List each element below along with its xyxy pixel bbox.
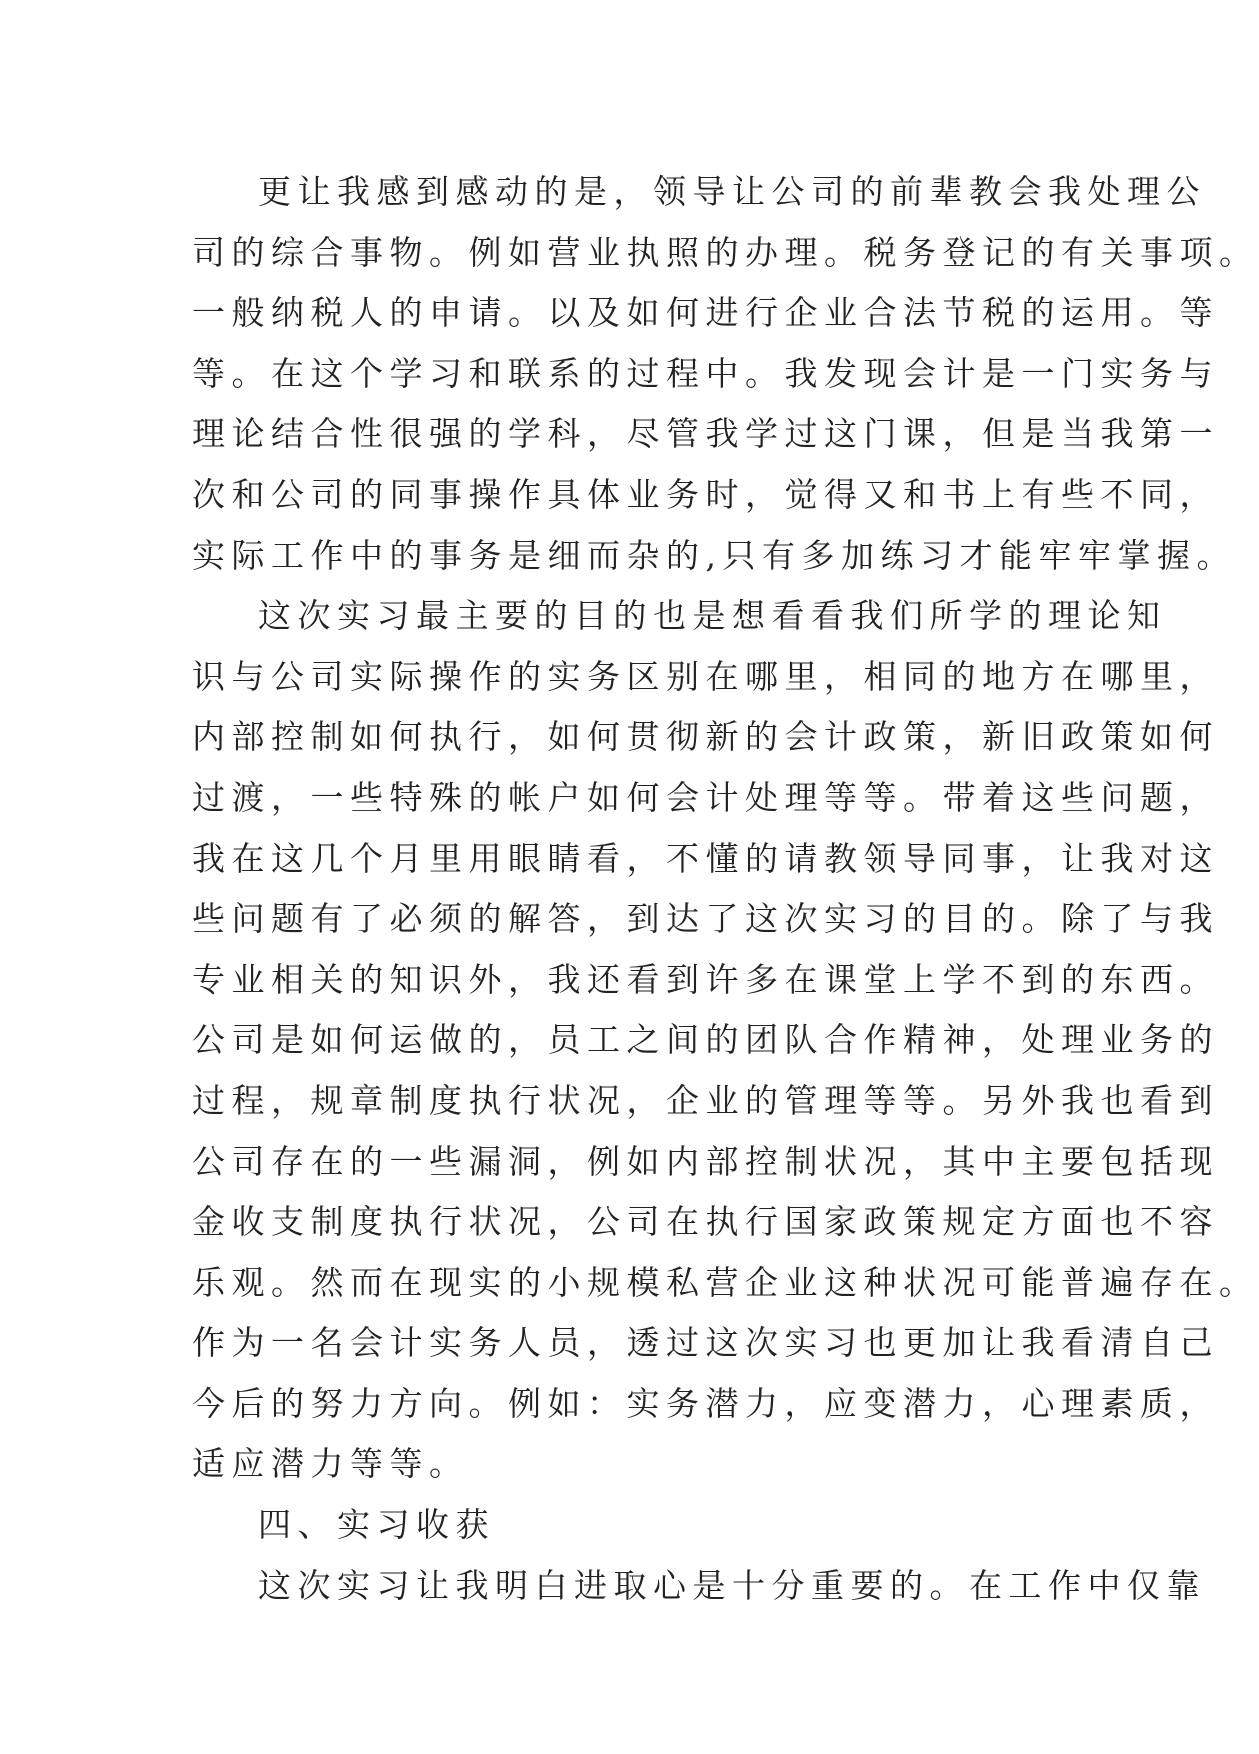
text-line: 内部控制如何执行，如何贯彻新的会计政策，新旧政策如何: [192, 717, 1219, 757]
section-heading: 四、实习收获: [258, 1505, 495, 1545]
text-line: 今后的努力方向。例如：实务潜力，应变潜力，心理素质，: [192, 1383, 1219, 1423]
text-line: 一般纳税人的申请。以及如何进行企业合法节税的运用。等: [192, 293, 1219, 333]
text-line: 更让我感到感动的是，领导让公司的前辈教会我处理公: [258, 172, 1206, 211]
text-line: 过程，规章制度执行状况，企业的管理等等。另外我也看到: [192, 1080, 1219, 1120]
text-line: 这次实习最主要的目的也是想看看我们所学的理论知: [258, 596, 1167, 636]
text-line: 次和公司的同事操作具体业务时，觉得又和书上有些不同，: [192, 474, 1219, 514]
text-line: 这次实习让我明白进取心是十分重要的。在工作中仅靠: [258, 1565, 1206, 1605]
text-line: 乐观。然而在现实的小规模私营企业这种状况可能普遍存在。: [192, 1262, 1259, 1302]
text-line: 过渡，一些特殊的帐户如何会计处理等等。带着这些问题，: [192, 777, 1219, 817]
text-line: 金收支制度执行状况，公司在执行国家政策规定方面也不容: [192, 1202, 1219, 1242]
text-line: 实际工作中的事务是细而杂的,只有多加练习才能牢牢掌握。: [192, 535, 1236, 575]
document-body: [192, 162, 1259, 1616]
text-line: 适应潜力等等。: [192, 1444, 469, 1484]
text-line: 等。在这个学习和联系的过程中。我发现会计是一门实务与: [192, 353, 1219, 393]
text-line: 专业相关的知识外，我还看到许多在课堂上学不到的东西。: [192, 959, 1219, 999]
text-line: 我在这几个月里用眼睛看，不懂的请教领导同事，让我对这: [192, 838, 1219, 878]
text-line: 理论结合性很强的学科，尽管我学过这门课，但是当我第一: [192, 414, 1219, 454]
text-line: 些问题有了必须的解答，到达了这次实习的目的。除了与我: [192, 899, 1219, 939]
text-line: 司的综合事物。例如营业执照的办理。税务登记的有关事项。: [192, 232, 1259, 272]
text-line: 识与公司实际操作的实务区别在哪里，相同的地方在哪里，: [192, 656, 1219, 696]
text-line: 公司是如何运做的，员工之间的团队合作精神，处理业务的: [192, 1020, 1219, 1060]
text-line: 公司存在的一些漏洞，例如内部控制状况，其中主要包括现: [192, 1141, 1219, 1181]
text-line: 作为一名会计实务人员，透过这次实习也更加让我看清自己: [192, 1323, 1219, 1363]
